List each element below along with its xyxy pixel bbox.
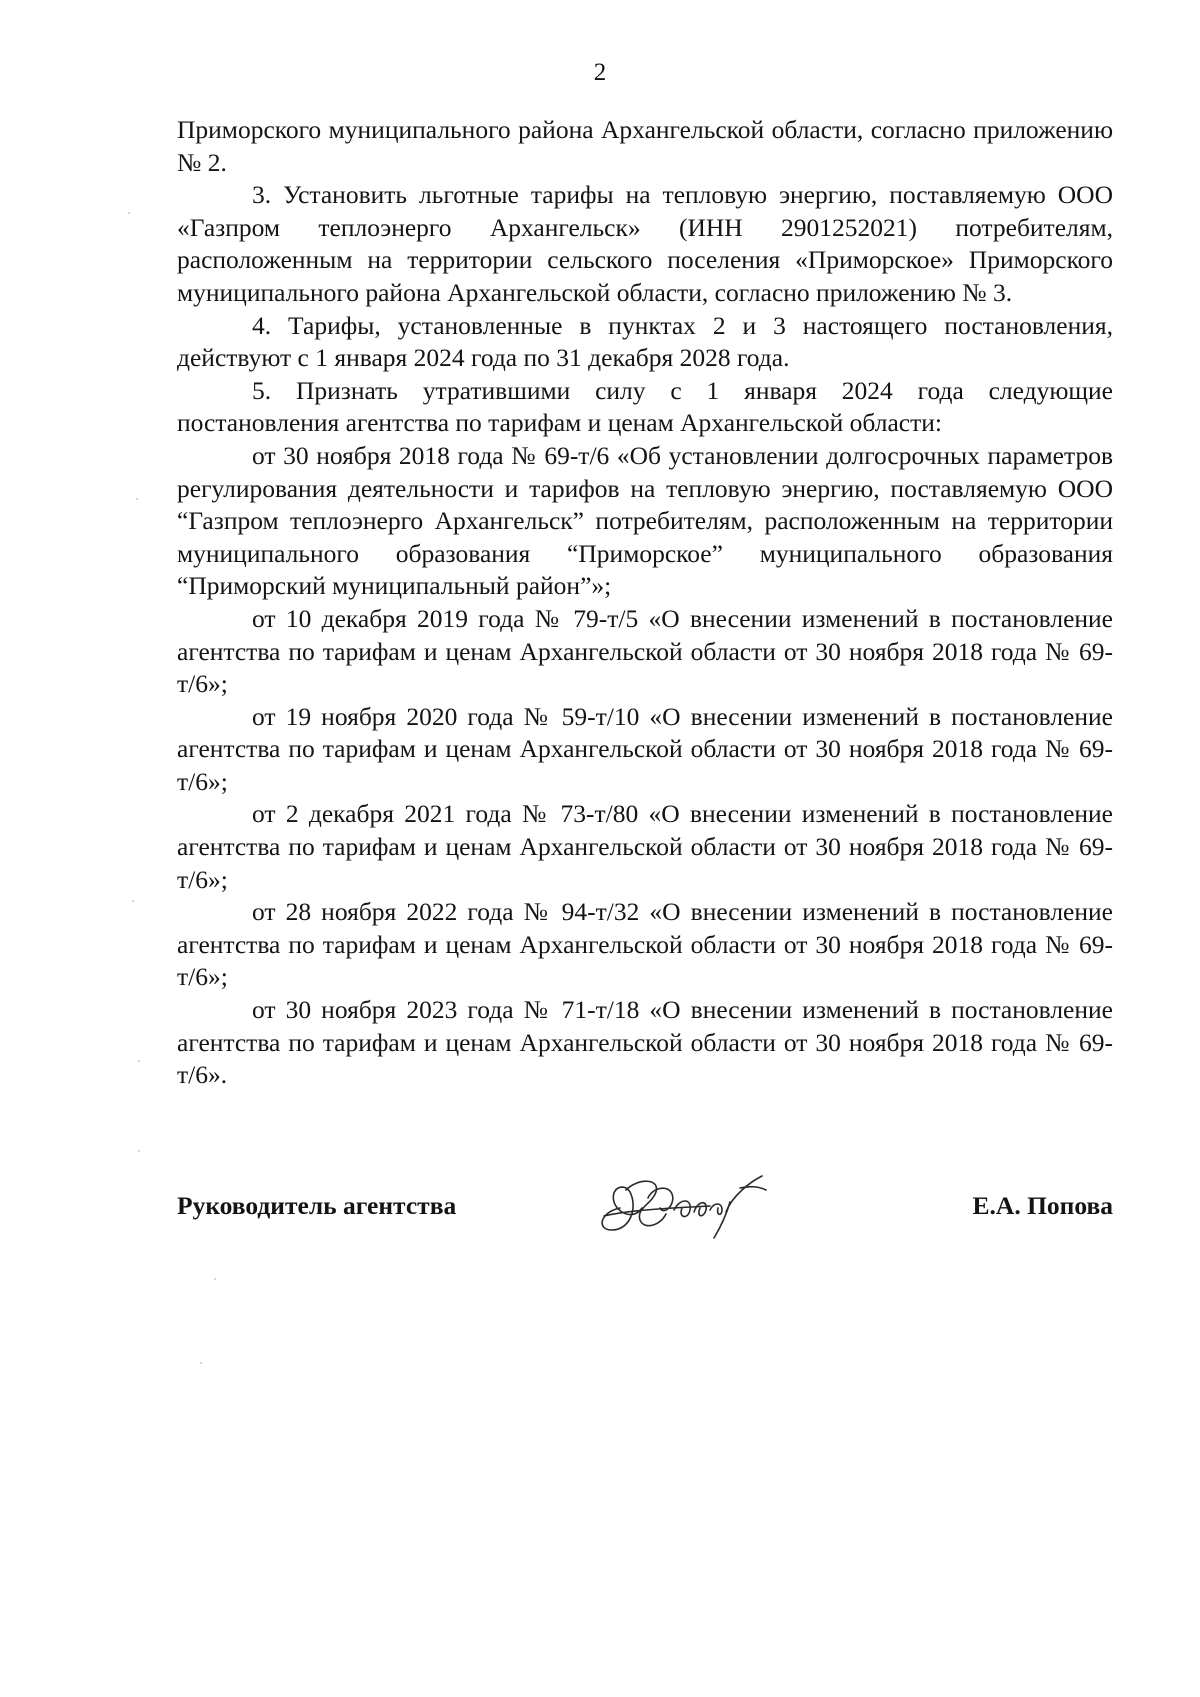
paragraph: от 10 декабря 2019 года № 79-т/5 «О внесении изменений в постановление агентства по тарифам и ценам Архангельской области от 30 ноября 2018 года № 69-т/6»;	[177, 603, 1113, 699]
scan-speck	[128, 212, 130, 214]
scan-speck	[132, 900, 134, 902]
paragraph: от 2 декабря 2021 года № 73-т/80 «О внесении изменений в постановление агентства по тарифам и ценам Архангельской области от 30 ноября 2018 года № 69-т/6»;	[177, 799, 1113, 894]
paragraph: от 19 ноября 2020 года № 59-т/10 «О внесении изменений в постановление агентства по тарифам и ценам Архангельской области от 30 ноября 2018 года № 69-т/6»;	[177, 701, 1113, 796]
paragraph: 4. Тарифы, установленные в пунктах 2 и 3 настоящего постановления, действуют с 1 января 2024 года по 31 декабря 2028 года.	[177, 310, 1113, 373]
paragraph: 3. Установить льготные тарифы на тепловую энергию, поставляемую ООО «Газпром теплоэнерго Архангельск» (ИНН 2901252021) потребителям, расположенным на территории сельского поселения «Приморское» Приморского муниципального района Архангельской области, согласно приложению № 3.	[177, 180, 1113, 307]
page-number: 2	[593, 59, 607, 86]
paragraph: 5. Признать утратившими силу с 1 января 2024 года следующие постановления агентства по тарифам и ценам Архангельской области:	[177, 375, 1113, 438]
handwritten-signature-icon	[590, 1168, 780, 1240]
signatory-name: Е.А. Попова	[972, 1191, 1113, 1220]
scan-speck	[214, 1278, 216, 1280]
scan-speck	[136, 498, 138, 500]
document-body	[177, 114, 1113, 1092]
signature-block	[177, 1168, 1113, 1248]
scan-speck	[138, 1150, 140, 1152]
paragraph: Приморского муниципального района Архангельской области, согласно приложению № 2.	[177, 115, 1113, 177]
scan-speck	[138, 1060, 140, 1062]
scan-speck	[200, 1362, 202, 1364]
paragraph: от 30 ноября 2023 года № 71-т/18 «О внесении изменений в постановление агентства по тарифам и ценам Архангельской области от 30 ноября 2018 года № 69-т/6».	[177, 995, 1113, 1090]
signatory-title: Руководитель агентства	[177, 1191, 457, 1220]
paragraph: от 30 ноября 2018 года № 69-т/6 «Об установлении долгосрочных параметров регулирования деятельности и тарифов на тепловую энергию, поставляемую ООО “Газпром теплоэнерго Архангельск” потребителям, расположенным на территории муниципального образования “Приморское” муниципального образования “Приморский муниципальный район”»;	[177, 440, 1113, 601]
paragraph: от 28 ноября 2022 года № 94-т/32 «О внесении изменений в постановление агентства по тарифам и ценам Архангельской области от 30 ноября 2018 года № 69-т/6»;	[177, 897, 1113, 992]
